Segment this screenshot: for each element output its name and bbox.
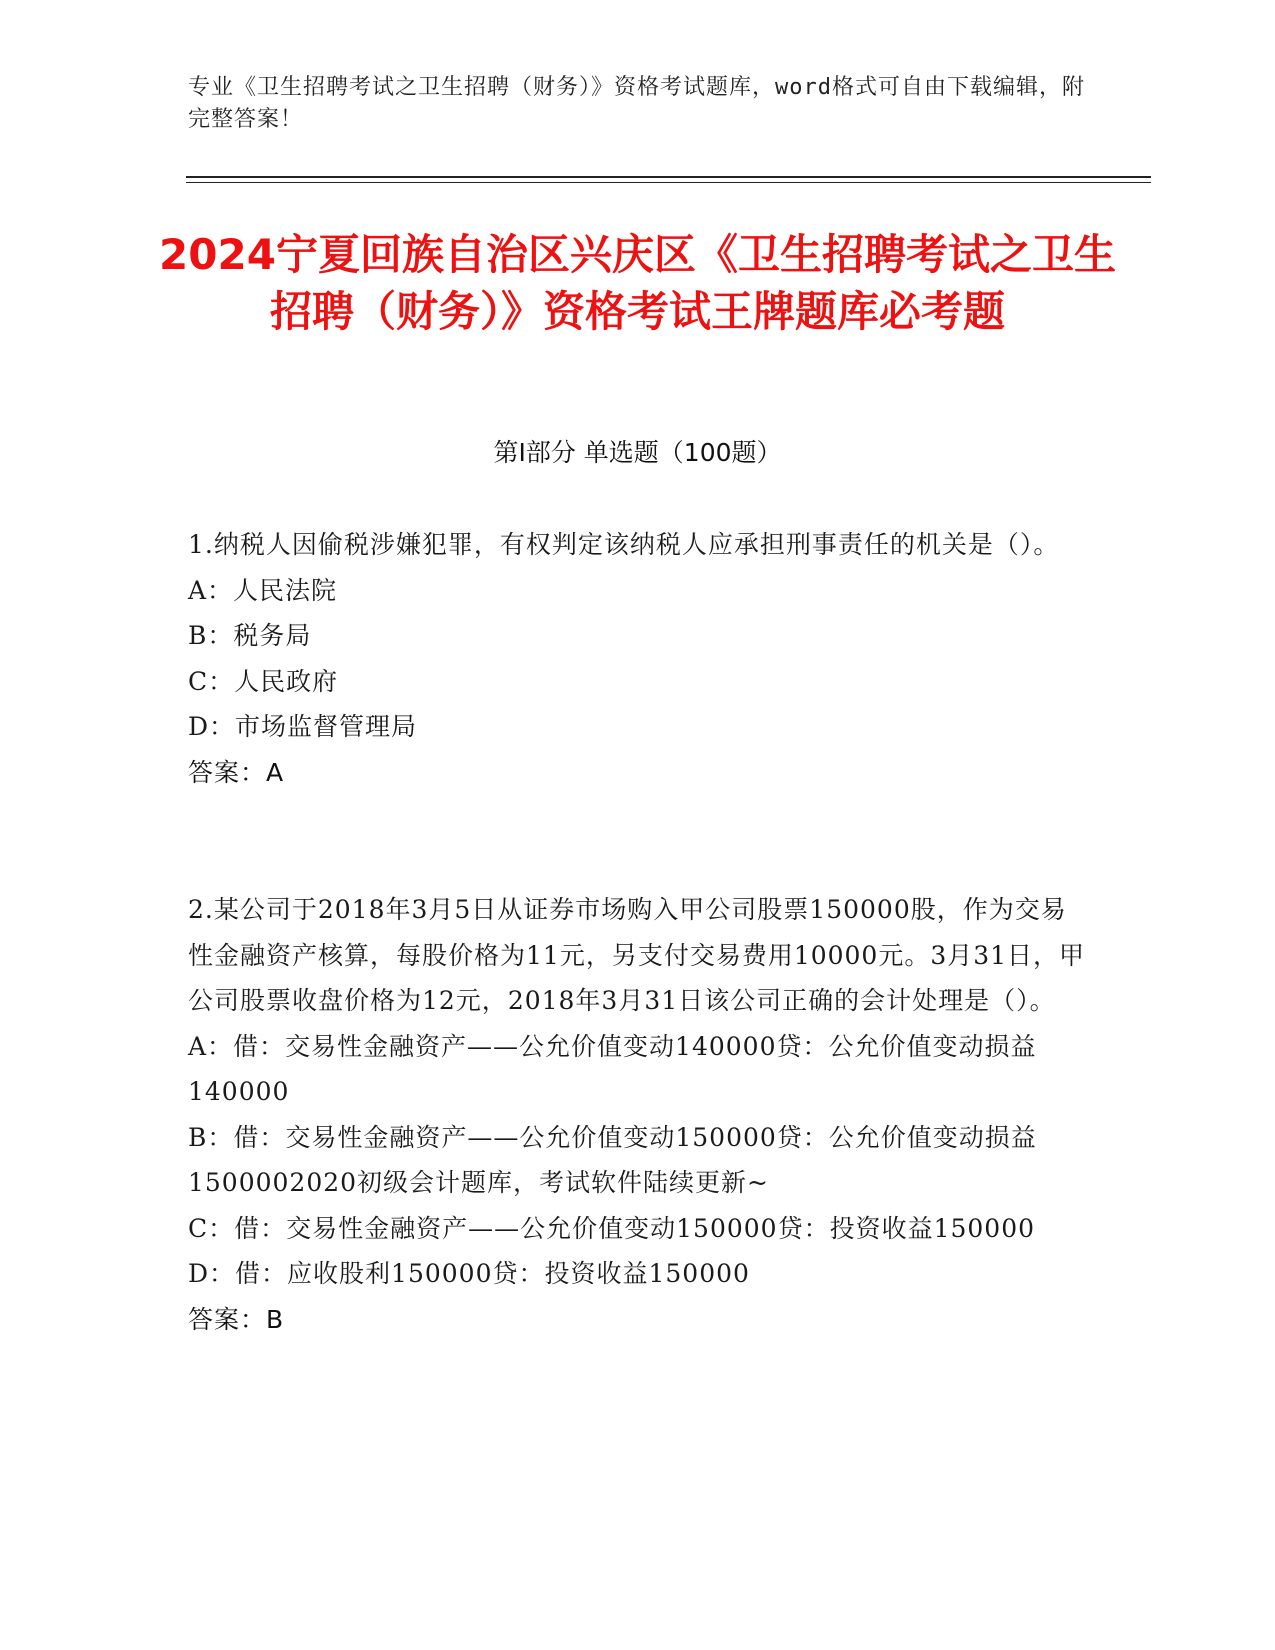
header-divider-thick <box>186 176 1151 178</box>
header-divider-thin <box>186 182 1151 183</box>
document-title: 2024宁夏回族自治区兴庆区《卫生招聘考试之卫生招聘（财务）》资格考试王牌题库必考题 <box>159 230 1116 336</box>
answer-line: 答案：B <box>188 1304 285 1334</box>
option-d: D：借：应收股利150000贷：投资收益150000 <box>188 1259 750 1288</box>
option-b: B：借：交易性金融资产——公允价值变动150000贷：公允价值变动损益1500002020初级会计题库，考试软件陆续更新~ <box>188 1122 1037 1197</box>
section-heading: 第Ⅰ部分 单选题（100题） <box>493 438 782 467</box>
option-a: A：借：交易性金融资产——公允价值变动140000贷：公允价值变动损益140000 <box>188 1031 1037 1106</box>
question-stem: 2.某公司于2018年3月5日从证券市场购入甲公司股票150000股，作为交易性金融资产核算，每股价格为11元，另支付交易费用10000元。3月31日，甲公司股票收盘价格为12元，2018年3月31日该公司正确的会计处理是（）。 <box>188 895 1086 1015</box>
option-b: B：税务局 <box>188 621 312 650</box>
option-d: D：市场监督管理局 <box>188 712 418 741</box>
option-c: C：人民政府 <box>188 666 339 696</box>
header-note: 专业《卫生招聘考试之卫生招聘（财务）》资格考试题库，word格式可自由下载编辑，附完整答案！ <box>188 75 1085 132</box>
question-2 <box>188 887 1088 1342</box>
option-c: C：借：交易性金融资产——公允价值变动150000贷：投资收益150000 <box>188 1213 1035 1243</box>
question-stem: 1.纳税人因偷税涉嫌犯罪，有权判定该纳税人应承担刑事责任的机关是（）。 <box>188 530 1060 559</box>
question-1 <box>188 522 1088 795</box>
answer-line: 答案：A <box>188 757 285 787</box>
option-a: A：人民法院 <box>188 575 338 605</box>
